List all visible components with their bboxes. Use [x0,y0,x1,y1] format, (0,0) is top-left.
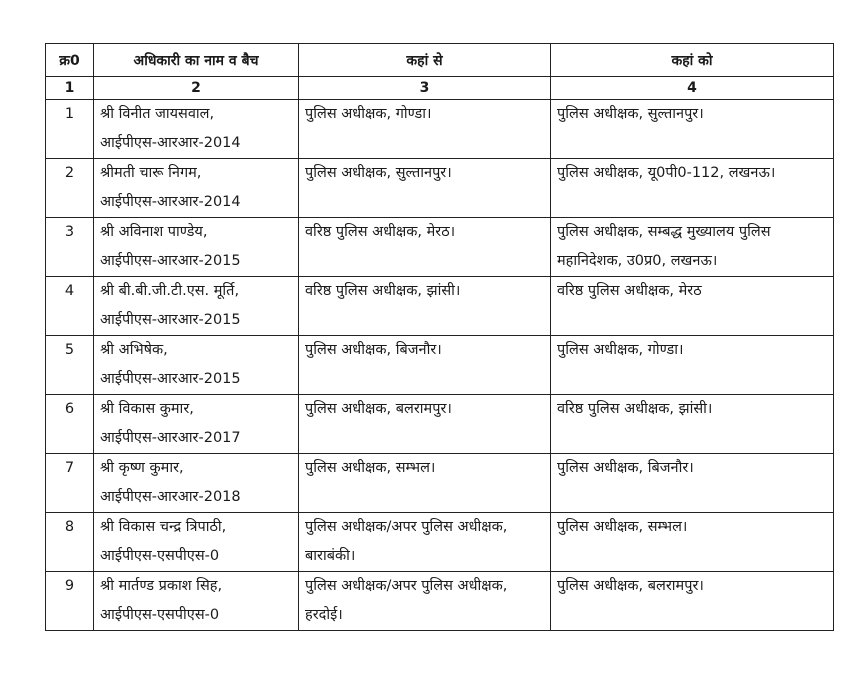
officer-batch: आईपीएस-आरआर-2015 [100,253,241,269]
to-cell [551,336,834,395]
transfer-table [45,43,834,631]
to-cell [551,454,834,513]
from-posting: हरदोई। [305,607,343,623]
table-row [46,100,834,159]
from-cell [299,513,551,572]
from-cell [299,159,551,218]
officer-cell [94,513,299,572]
table-row [46,218,834,277]
header-from: कहां से [299,44,551,77]
from-posting: पुलिस अधीक्षक, बलरामपुर। [305,401,452,417]
officer-cell [94,395,299,454]
officer-name: श्री अविनाश पाण्डेय, [100,224,208,240]
officer-name: श्री अभिषेक, [100,342,168,358]
from-posting: पुलिस अधीक्षक, सुल्तानपुर। [305,165,452,181]
to-posting: पुलिस अधीक्षक, सम्भल। [557,519,688,535]
officer-batch: आईपीएस-आरआर-2015 [100,312,241,328]
officer-name: श्री कृष्ण कुमार, [100,460,184,476]
to-posting: पुलिस अधीक्षक, गोण्डा। [557,342,684,358]
serial-cell: 4 [46,277,94,336]
to-posting: वरिष्ठ पुलिस अधीक्षक, मेरठ [557,283,702,299]
serial-cell: 3 [46,218,94,277]
to-posting: पुलिस अधीक्षक, सुल्तानपुर। [557,106,704,122]
from-cell [299,454,551,513]
to-posting: पुलिस अधीक्षक, यू0पी0-112, लखनऊ। [557,165,776,181]
officer-name: श्री विकास कुमार, [100,401,194,417]
column-number: 2 [94,77,299,100]
to-cell [551,277,834,336]
table-row [46,159,834,218]
header-serial: क्र0 [46,44,94,77]
officer-cell [94,454,299,513]
to-posting: पुलिस अधीक्षक, बलरामपुर। [557,578,704,594]
officer-name: श्रीमती चारू निगम, [100,165,202,181]
officer-batch: आईपीएस-आरआर-2014 [100,135,241,151]
officer-name: श्री मार्तण्ड प्रकाश सिह, [100,578,223,594]
to-posting: महानिदेशक, उ0प्र0, लखनऊ। [557,253,718,269]
from-posting: बाराबंकी। [305,548,356,564]
from-posting: पुलिस अधीक्षक, बिजनौर। [305,342,442,358]
to-cell [551,513,834,572]
officer-batch: आईपीएस-आरआर-2018 [100,489,241,505]
serial-cell: 5 [46,336,94,395]
header-row [46,44,834,77]
officer-cell [94,572,299,631]
to-posting: पुलिस अधीक्षक, बिजनौर। [557,460,694,476]
to-cell [551,395,834,454]
table-row [46,454,834,513]
officer-cell [94,218,299,277]
to-cell [551,100,834,159]
from-cell [299,572,551,631]
to-cell [551,159,834,218]
to-cell [551,218,834,277]
from-cell [299,100,551,159]
officer-cell [94,336,299,395]
from-posting: वरिष्ठ पुलिस अधीक्षक, झांसी। [305,283,461,299]
column-number-row [46,77,834,100]
from-posting: पुलिस अधीक्षक/अपर पुलिस अधीक्षक, [305,519,508,535]
column-number: 4 [551,77,834,100]
from-cell [299,395,551,454]
from-cell [299,277,551,336]
to-posting: वरिष्ठ पुलिस अधीक्षक, झांसी। [557,401,713,417]
officer-batch: आईपीएस-आरआर-2015 [100,371,241,387]
serial-cell: 9 [46,572,94,631]
officer-name: श्री बी.बी.जी.टी.एस. मूर्ति, [100,283,240,299]
officer-cell [94,159,299,218]
serial-cell: 2 [46,159,94,218]
serial-cell: 7 [46,454,94,513]
officer-cell [94,100,299,159]
header-to: कहां को [551,44,834,77]
officer-cell [94,277,299,336]
to-cell [551,572,834,631]
table-row [46,572,834,631]
officer-batch: आईपीएस-एसपीएस-0 [100,548,220,564]
column-number: 1 [46,77,94,100]
from-posting: पुलिस अधीक्षक, सम्भल। [305,460,436,476]
officer-name: श्री विकास चन्द्र त्रिपाठी, [100,519,227,535]
officer-batch: आईपीएस-एसपीएस-0 [100,607,220,623]
serial-cell: 6 [46,395,94,454]
serial-cell: 8 [46,513,94,572]
from-cell [299,218,551,277]
officer-name: श्री विनीत जायसवाल, [100,106,215,122]
from-posting: वरिष्ठ पुलिस अधीक्षक, मेरठ। [305,224,456,240]
table-row [46,336,834,395]
to-posting: पुलिस अधीक्षक, सम्बद्ध मुख्यालय पुलिस [557,224,771,240]
from-cell [299,336,551,395]
officer-batch: आईपीएस-आरआर-2014 [100,194,241,210]
column-number: 3 [299,77,551,100]
table-row [46,277,834,336]
table-row [46,513,834,572]
table-row [46,395,834,454]
header-officer-name: अधिकारी का नाम व बैच [94,44,299,77]
serial-cell: 1 [46,100,94,159]
officer-batch: आईपीएस-आरआर-2017 [100,430,241,446]
from-posting: पुलिस अधीक्षक/अपर पुलिस अधीक्षक, [305,578,508,594]
from-posting: पुलिस अधीक्षक, गोण्डा। [305,106,432,122]
